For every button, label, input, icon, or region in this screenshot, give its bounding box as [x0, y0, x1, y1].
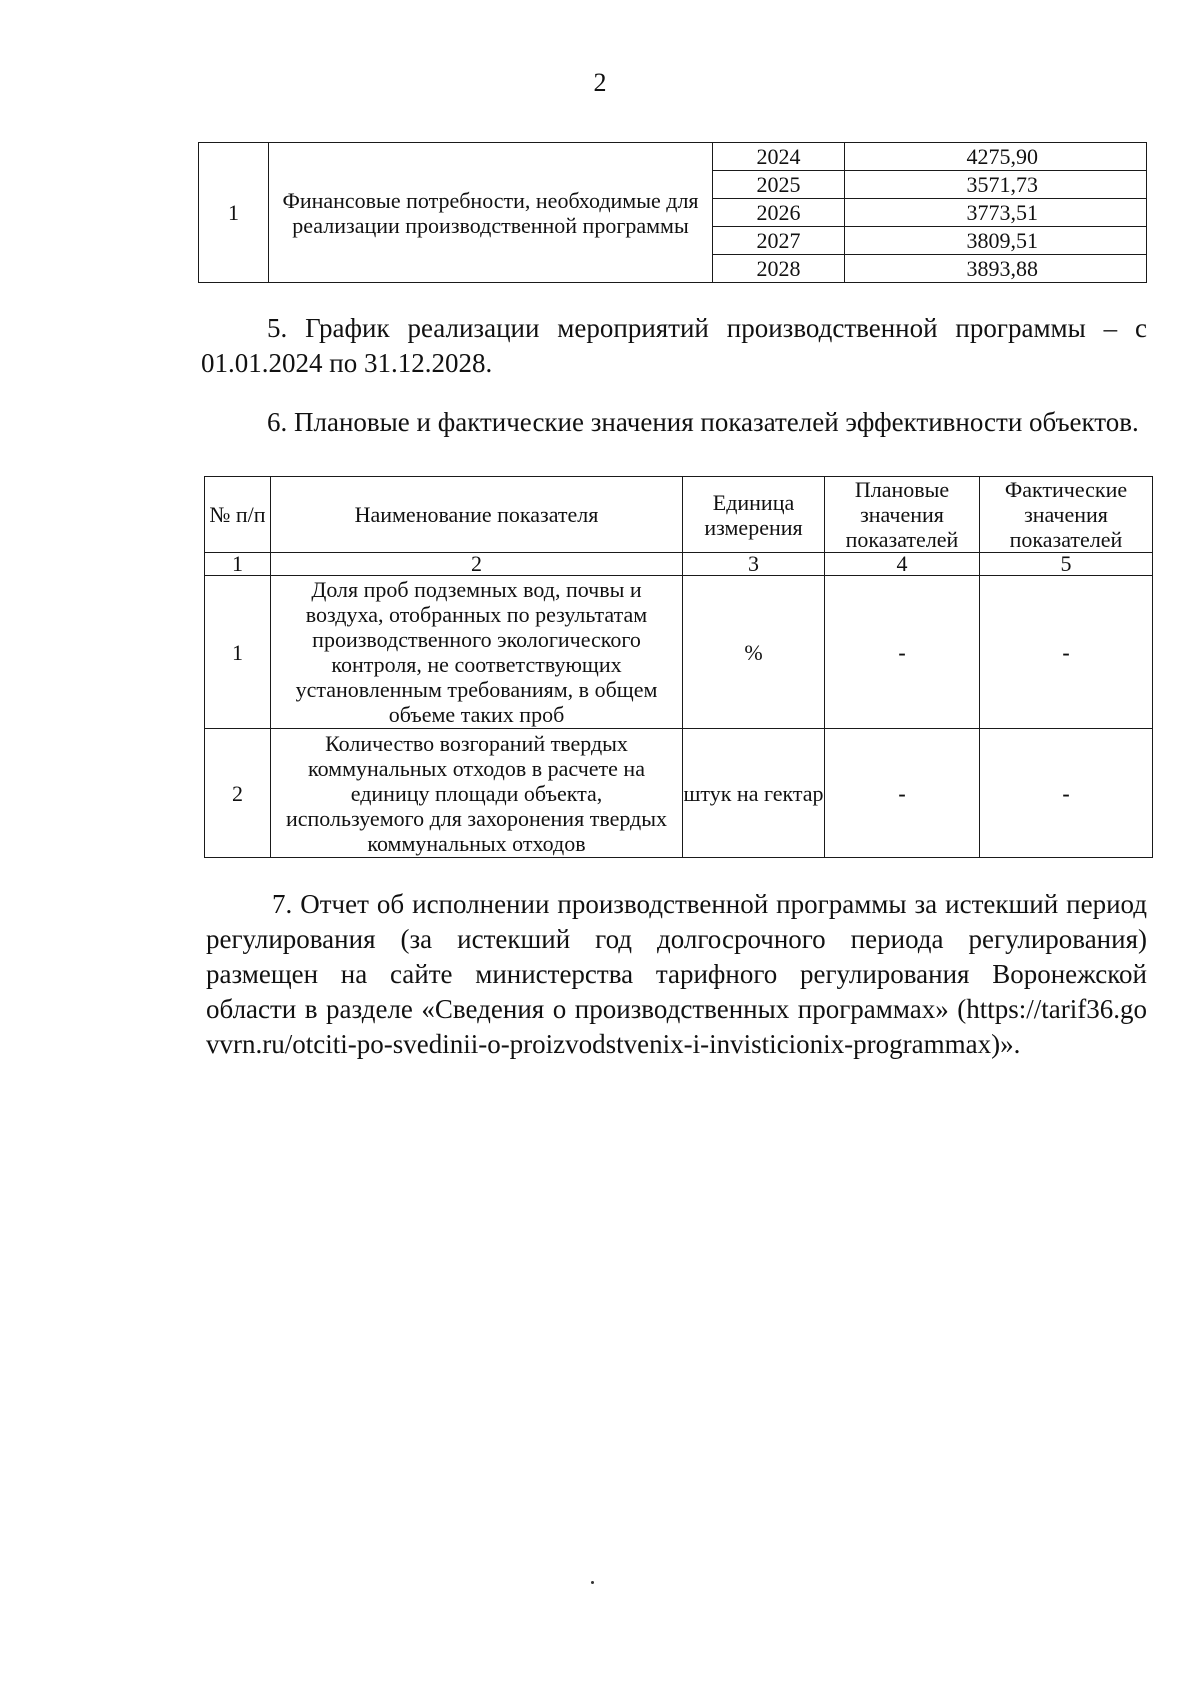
unit-cell: штук на гектар: [683, 729, 825, 858]
column-index: 3: [683, 553, 825, 576]
section-6-text: 6. Плановые и фактические значения показателей эффективности объектов.: [267, 407, 1139, 437]
header-planned: Плановые значения показателей: [825, 477, 980, 553]
section-5-text: 5. График реализации мероприятий производственной программы – с 01.01.2024 по 31.12.2028.: [201, 313, 1147, 378]
value-cell: 3893,88: [845, 255, 1147, 283]
unit-cell: %: [683, 576, 825, 729]
planned-value-cell: -: [825, 729, 980, 858]
table-row: [199, 143, 1147, 171]
value-cell: 3571,73: [845, 171, 1147, 199]
row-number-cell: 1: [205, 576, 271, 729]
year-cell: 2024: [713, 143, 845, 171]
column-index: 2: [271, 553, 683, 576]
section-6-paragraph: [201, 405, 1147, 440]
row-number-cell: 2: [205, 729, 271, 858]
planned-value-cell: -: [825, 576, 980, 729]
report-url-link[interactable]: (https://tarif36.govvrn.ru/otciti-po-svedinii-o-proizvodstvenix-i-invisticionix-programmax)».: [206, 994, 1147, 1059]
column-index: 1: [205, 553, 271, 576]
year-cell: 2027: [713, 227, 845, 255]
actual-value-cell: -: [980, 729, 1153, 858]
indicator-name-cell: Количество возгораний твердых коммунальных отходов в расчете на единицу площади объекта, используемого для захоронения твердых коммунальных отходов: [271, 729, 683, 858]
page-number: 2: [593, 68, 607, 97]
indicator-name-cell: Доля проб подземных вод, почвы и воздуха, отобранных по результатам производственного экологического контроля, не соответствующих установленным требованиям, в общем объеме таких проб: [271, 576, 683, 729]
column-index-row: [205, 553, 1153, 576]
year-cell: 2026: [713, 199, 845, 227]
year-cell: 2028: [713, 255, 845, 283]
value-cell: 4275,90: [845, 143, 1147, 171]
scan-dot-mark: [591, 1581, 594, 1584]
section-7-text: 7. Отчет об исполнении производственной программы за истекший период регулирования (за истекший год долгосрочного периода регулирования) размещен на сайте министерства тарифного регулирования Воронежской области в разделе «Сведения о производственных программах»: [206, 889, 1147, 1024]
header-actual: Фактические значения показателей: [980, 477, 1153, 553]
section-5-paragraph: [201, 311, 1147, 381]
column-index: 4: [825, 553, 980, 576]
year-cell: 2025: [713, 171, 845, 199]
header-name: Наименование показателя: [271, 477, 683, 553]
column-index: 5: [980, 553, 1153, 576]
financial-needs-table: [198, 142, 1147, 283]
indicator-name-cell: Финансовые потребности, необходимые для реализации производственной программы: [269, 143, 713, 283]
value-cell: 3773,51: [845, 199, 1147, 227]
section-7-paragraph: [206, 887, 1147, 1062]
header-row: [205, 477, 1153, 553]
indicators-table: [204, 476, 1153, 858]
header-unit: Единица измерения: [683, 477, 825, 553]
value-cell: 3809,51: [845, 227, 1147, 255]
table-row: [205, 729, 1153, 858]
table-row: [205, 576, 1153, 729]
actual-value-cell: -: [980, 576, 1153, 729]
row-number-cell: 1: [199, 143, 269, 283]
header-num: № п/п: [205, 477, 271, 553]
